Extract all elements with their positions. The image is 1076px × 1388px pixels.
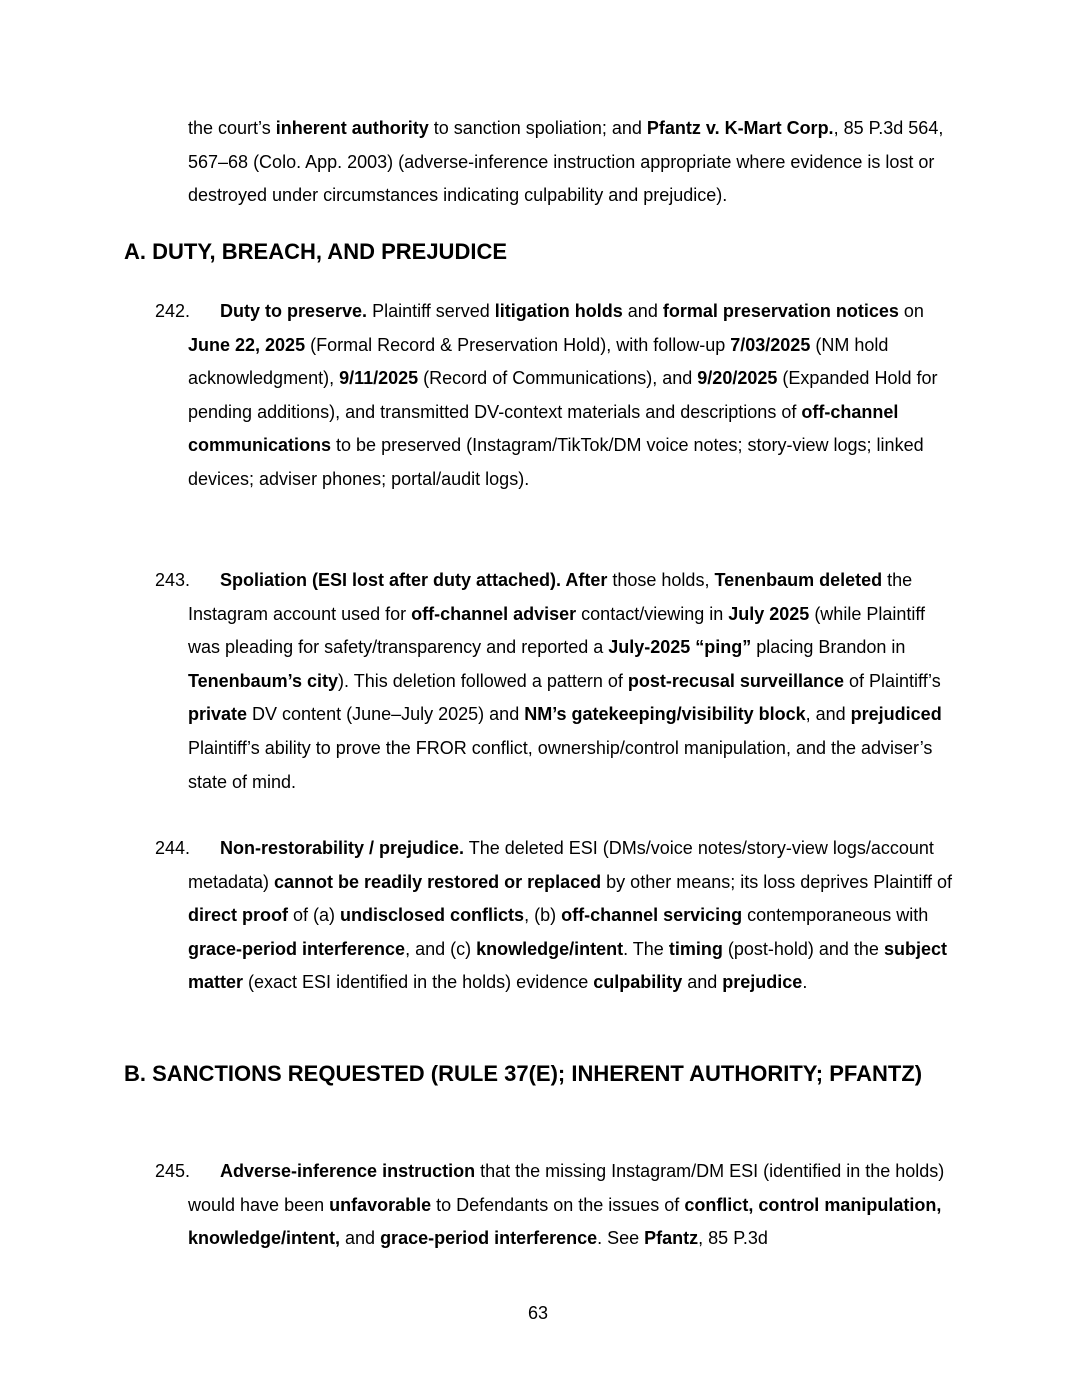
- text-run: of (a): [288, 905, 341, 926]
- bold-text-run: Duty to preserve.: [220, 301, 368, 321]
- text-run: to Defendants on the issues of: [431, 1194, 685, 1215]
- bold-text-run: undisclosed conflicts: [340, 905, 525, 926]
- bold-text-run: Pfantz v. K-Mart Corp.: [646, 118, 834, 138]
- text-run: , (b): [524, 905, 562, 926]
- text-run: DV content (June–July 2025) and: [247, 704, 525, 725]
- paragraph-text: [188, 570, 942, 792]
- paragraph-number: 242.: [155, 301, 191, 321]
- text-run: of Plaintiff’s: [844, 670, 941, 691]
- paragraph-number: 245.: [155, 1161, 191, 1181]
- paragraph-text: [188, 838, 952, 992]
- bold-text-run: private: [188, 704, 248, 725]
- text-run: contemporaneous with: [742, 905, 929, 926]
- text-run: contact/viewing in: [576, 603, 729, 624]
- bold-text-run: off-channel communications: [188, 401, 899, 456]
- text-run: Plaintiff served: [367, 301, 495, 321]
- paragraph-242: [155, 295, 958, 497]
- text-run: . The: [623, 938, 669, 959]
- section-heading-b: B. SANCTIONS REQUESTED (RULE 37(E); INHERENT AUTHORITY; PFANTZ): [124, 1061, 923, 1086]
- section-heading-a: A. DUTY, BREACH, AND PREJUDICE: [124, 239, 508, 264]
- bold-text-run: off-channel servicing: [561, 905, 743, 926]
- bold-text-run: direct proof: [188, 905, 289, 926]
- bold-text-run: inherent authority: [275, 118, 429, 138]
- text-run: (exact ESI identified in the holds) evidence: [243, 972, 594, 993]
- bold-text-run: formal preservation notices: [662, 301, 899, 321]
- paragraph-243: [155, 564, 958, 799]
- text-run: that the missing Instagram/DM ESI (identified in the holds) would have been: [188, 1161, 945, 1215]
- intro-paragraph: [188, 112, 958, 213]
- text-run: ). This deletion followed a pattern of: [338, 670, 628, 691]
- text-run: , and (c): [405, 938, 477, 959]
- text-run: to sanction spoliation; and: [428, 118, 647, 138]
- bold-text-run: timing: [668, 938, 723, 959]
- bold-text-run: Tenenbaum deleted: [714, 570, 883, 590]
- text-run: those holds,: [607, 570, 715, 590]
- text-run: (Expanded Hold for pending additions), and transmitted DV-context materials and descriptions of: [188, 368, 938, 422]
- paragraph-number: 244.: [155, 838, 191, 858]
- text-run: placing Brandon in: [751, 637, 906, 658]
- bold-text-run: 7/03/2025: [730, 334, 811, 355]
- bold-text-run: prejudice: [722, 972, 803, 993]
- bold-text-run: Spoliation (ESI lost after duty attached). After: [220, 570, 608, 590]
- paragraph-text: [188, 301, 937, 489]
- bold-text-run: NM’s gatekeeping/visibility block: [524, 704, 806, 725]
- text-run: The deleted ESI (DMs/voice notes/story-view logs/account metadata): [188, 838, 934, 892]
- bold-text-run: Adverse-inference instruction: [220, 1161, 476, 1181]
- text-run: and: [340, 1228, 381, 1249]
- text-run: . See: [597, 1228, 645, 1249]
- bold-text-run: July-2025 “ping”: [608, 637, 752, 658]
- bold-text-run: 9/11/2025: [339, 368, 419, 389]
- text-run: the court’s: [188, 118, 276, 138]
- text-run: Plaintiff’s ability to prove the FROR conflict, ownership/control manipulation, and the adviser’s state of mind.: [188, 737, 933, 792]
- bold-text-run: off-channel adviser: [411, 603, 577, 624]
- paragraph-number: 243.: [155, 570, 191, 590]
- text-run: , 85 P.3d 564, 567–68 (Colo. App. 2003) (adverse-inference instruction appropriate where evidence is lost or destroyed under circumstances indicating culpability and prejudice).: [188, 118, 944, 206]
- bold-text-run: July 2025: [728, 603, 810, 624]
- text-run: (NM hold acknowledgment),: [188, 334, 889, 389]
- bold-text-run: prejudiced: [850, 704, 942, 725]
- text-run: (while Plaintiff was pleading for safety/transparency and reported a: [188, 603, 926, 658]
- text-run: (post-hold) and the: [722, 938, 884, 959]
- paragraph-text: [188, 1161, 944, 1248]
- text-run: to be preserved (Instagram/TikTok/DM voice notes; story-view logs; linked devices; adviser phones; portal/audit logs).: [188, 435, 924, 489]
- paragraph-245: [155, 1155, 958, 1256]
- bold-text-run: litigation holds: [494, 301, 623, 321]
- text-run: and: [622, 301, 663, 321]
- text-run: on: [898, 301, 924, 321]
- bold-text-run: 9/20/2025: [697, 368, 778, 389]
- page-number: 63: [527, 1303, 549, 1323]
- bold-text-run: Tenenbaum’s city: [188, 670, 339, 691]
- text-run: , 85 P.3d: [698, 1228, 768, 1249]
- bold-text-run: post-recusal surveillance: [627, 670, 844, 691]
- bold-text-run: subject matter: [188, 938, 947, 993]
- bold-text-run: grace-period interference: [188, 938, 406, 959]
- bold-text-run: cannot be readily restored or replaced: [274, 871, 602, 892]
- text-run: .: [802, 972, 808, 993]
- text-run: (Formal Record & Preservation Hold), with follow-up: [305, 334, 731, 355]
- paragraph-244: [155, 832, 958, 1000]
- text-run: and: [682, 972, 723, 993]
- bold-text-run: knowledge/intent: [476, 938, 624, 959]
- bold-text-run: Pfantz: [644, 1228, 699, 1249]
- text-run: the Instagram account used for: [188, 570, 913, 624]
- text-run: by other means; its loss deprives Plaintiff of: [601, 871, 953, 892]
- text-run: , and: [805, 704, 851, 725]
- bold-text-run: culpability: [593, 972, 683, 993]
- text-run: (Record of Communications), and: [418, 368, 698, 389]
- bold-text-run: grace-period interference: [380, 1228, 598, 1249]
- bold-text-run: unfavorable: [329, 1194, 432, 1215]
- bold-text-run: conflict, control manipulation, knowledge/intent,: [188, 1194, 942, 1249]
- bold-text-run: Non-restorability / prejudice.: [220, 838, 465, 858]
- bold-text-run: June 22, 2025: [188, 334, 306, 355]
